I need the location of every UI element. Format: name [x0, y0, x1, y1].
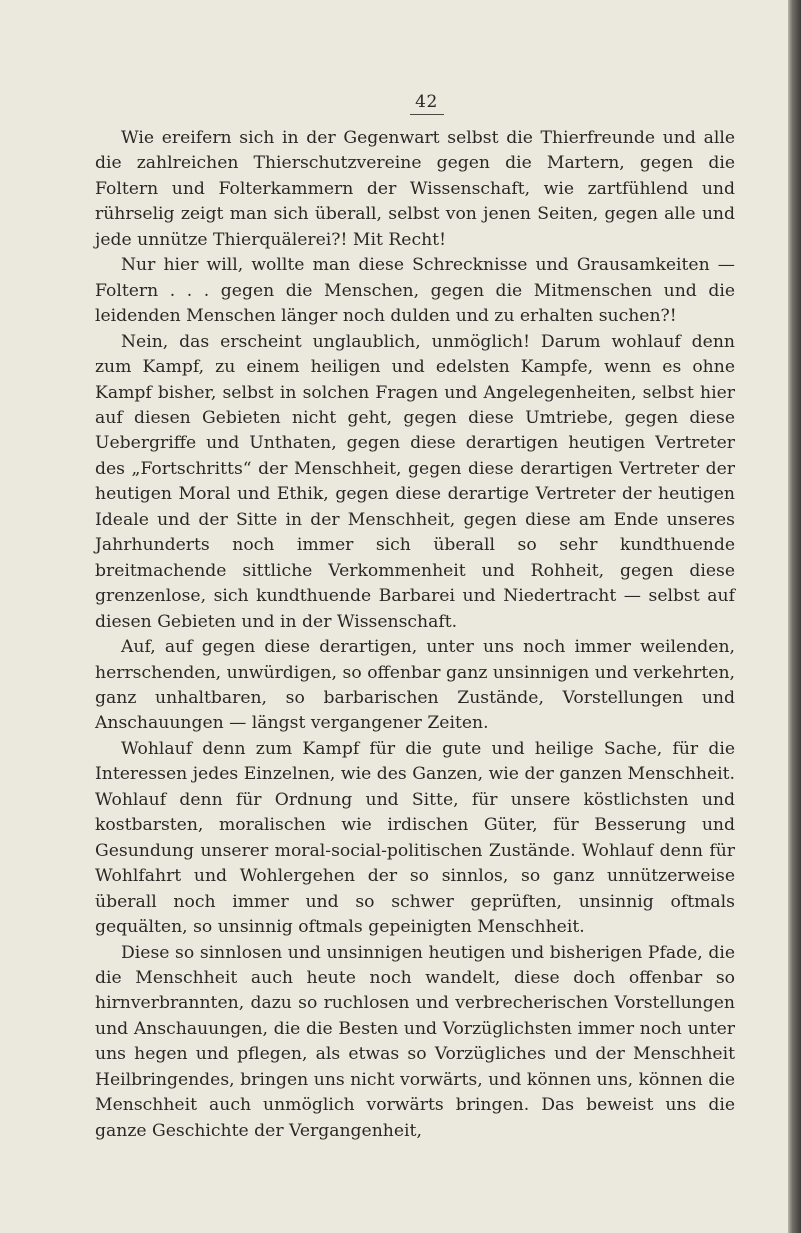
- paragraph-1: Wie ereifern sich in der Gegenwart selbst die Thierfreunde und alle die zahlreichen Thierschutzvereine gegen die Martern, gegen die Foltern und Folterkammern der Wissenschaft, wie zartfühlend und rührselig zeigt man sich überall, selbst von jenen Seiten, gegen alle und jede unnütze Thierquälerei?! Mit Recht!: [95, 128, 735, 250]
- paragraph-2: Nur hier will, wollte man diese Schrecknisse und Grausamkeiten — Foltern . . . gegen die Menschen, gegen die Mitmenschen und die leidenden Menschen länger noch dulden und zu erhalten suchen?!: [95, 255, 735, 327]
- book-spine-edge: [788, 0, 801, 1233]
- body-text: [95, 126, 735, 1144]
- paragraph-6: Diese so sinnlosen und unsinnigen heutigen und bisherigen Pfade, die die Menschheit auch heute noch wandelt, diese doch offenbar so hirnverbrannten, dazu so ruchlosen und verbrecherischen Vorstellungen und Anschauungen, die die Besten und Vorzüglichsten immer noch unter uns hegen und pflegen, als etwas so Vorzügliches und der Menschheit Heilbringendes, bringen uns nicht vorwärts, und können uns, können die Menschheit auch unmöglich vorwärts bringen. Das beweist uns die ganze Geschichte der Vergangenheit,: [95, 942, 735, 1141]
- page-number: 42: [26, 92, 801, 115]
- paragraph-4: Auf, auf gegen diese derartigen, unter uns noch immer weilenden, herrschenden, unwürdigen, so offenbar ganz unsinnigen und verkehrten, ganz unhaltbaren, so barbarischen Zustände, Vorstellungen und Anschauungen — längst vergangener Zeiten.: [95, 637, 735, 734]
- paragraph-3: Nein, das erscheint unglaublich, unmöglich! Darum wohlauf denn zum Kampf, zu einem heiligen und edelsten Kampfe, wenn es ohne Kampf bisher, selbst in solchen Fragen und Angelegenheiten, selbst hier auf diesen Gebieten nicht geht, gegen diese Umtriebe, gegen diese Uebergriffe und Unthaten, gegen diese derartigen heutigen Vertreter des „Fortschritts“ der Menschheit, gegen diese derartigen Vertreter der heutigen Moral und Ethik, gegen diese derartige Vertreter der heutigen Ideale und der Sitte in der Menschheit, gegen diese am Ende unseres Jahrhunderts noch immer sich überall so sehr kundthuende breitmachende sittliche Verkommenheit und Rohheit, gegen diese grenzenlose, sich kundthuende Barbarei und Niedertracht — selbst auf diesen Gebieten und in der Wissenschaft.: [95, 331, 735, 632]
- paragraph-5: Wohlauf denn zum Kampf für die gute und heilige Sache, für die Interessen jedes Einzelnen, wie des Ganzen, wie der ganzen Menschheit. Wohlauf denn für Ordnung und Sitte, für unsere köstlichsten und kostbarsten, moralischen wie irdischen Güter, für Besserung und Gesundung unserer moral-social-politischen Zustände. Wohlauf denn für Wohlfahrt und Wohlergehen der so sinnlos, so ganz unnützerweise überall noch immer und so schwer geprüften, unsinnig oftmals gequälten, so unsinnig oftmals gepeinigten Menschheit.: [95, 738, 735, 938]
